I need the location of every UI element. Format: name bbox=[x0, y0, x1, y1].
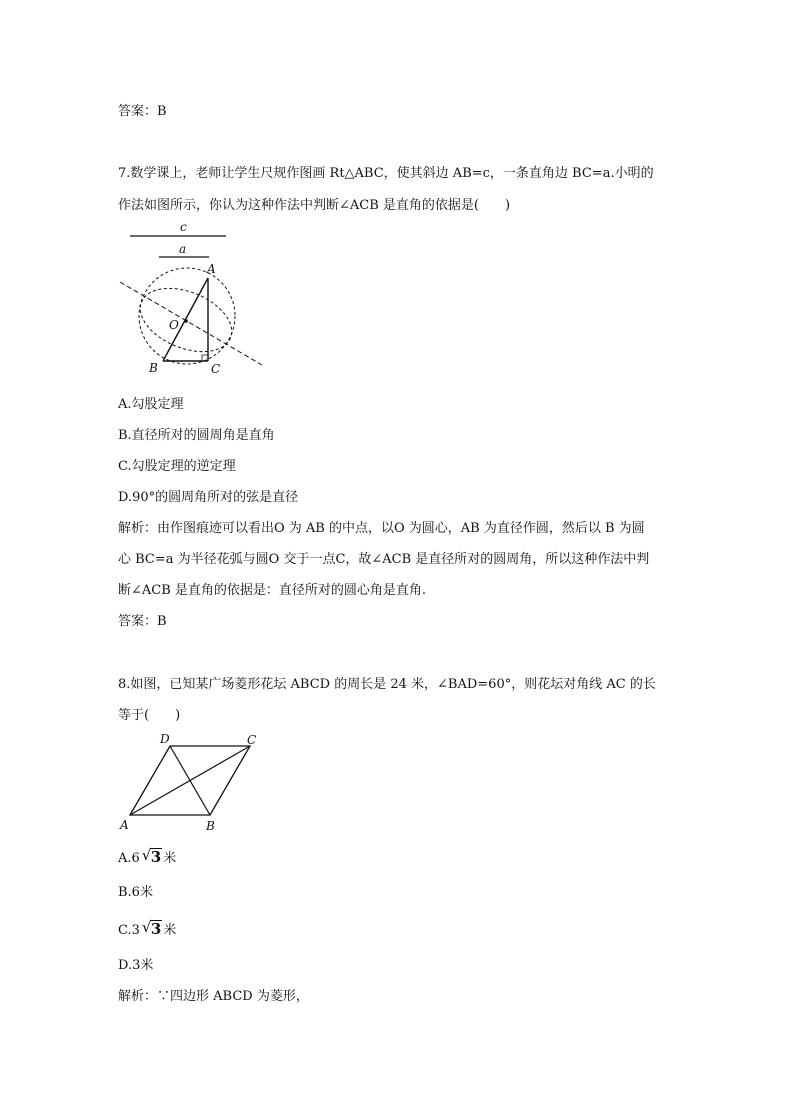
q7-analysis-line2: 心 BC=a 为半径花弧与圆O 交于一点C，故∠ACB 是直径所对的圆周角，所以这种作法中判 bbox=[118, 552, 650, 567]
label-b: B bbox=[206, 819, 215, 833]
q7-analysis-line1: 解析：由作图痕迹可以看出O 为 AB 的中点，以O 为圆心，AB 为直径作圆，然后以 B 为圆 bbox=[118, 521, 645, 536]
q8-option-a: A.6 √ 3 米 bbox=[118, 846, 177, 866]
q7-option-b: B.直径所对的圆周角是直角 bbox=[118, 428, 275, 443]
label-a: A bbox=[120, 818, 129, 832]
label-b: B bbox=[149, 361, 158, 375]
q8-option-c: C.3 √ 3 米 bbox=[118, 918, 177, 938]
label-c: C bbox=[247, 733, 257, 747]
q7-text-line2: 作法如图所示，你认为这种作法中判断∠ACB 是直角的依据是( ) bbox=[118, 198, 511, 213]
q8-option-b: B.6米 bbox=[118, 885, 153, 900]
q7-option-c: C.勾股定理的逆定理 bbox=[118, 459, 236, 474]
answer-previous: 答案：B bbox=[118, 104, 167, 119]
sqrt-symbol: √ 3 bbox=[141, 918, 162, 938]
diagonal-bd bbox=[170, 746, 210, 815]
q8-text-line2: 等于( ) bbox=[118, 708, 181, 723]
q8-option-d: D.3米 bbox=[118, 958, 154, 973]
q8-text-line1: 8.如图，已知某广场菱形花坛 ABCD 的周长是 24 米，∠BAD=60°，则花坛对角线 AC 的长 bbox=[118, 677, 656, 692]
point-o bbox=[184, 319, 188, 323]
q7-construction-figure bbox=[112, 218, 272, 378]
q7-analysis-line3: 断∠ACB 是直角的依据是：直径所对的圆心角是直角. bbox=[118, 583, 427, 598]
perpendicular-bisector bbox=[120, 282, 262, 365]
q8-rhombus-figure bbox=[115, 728, 265, 838]
segment-c-label: c bbox=[180, 220, 187, 234]
q7-option-d: D.90°的圆周角所对的弦是直径 bbox=[118, 490, 299, 505]
label-c: C bbox=[211, 362, 221, 376]
segment-a-label: a bbox=[179, 242, 187, 256]
q8-analysis: 解析：∵四边形 ABCD 为菱形， bbox=[118, 989, 309, 1004]
label-a: A bbox=[207, 262, 216, 276]
q7-option-a: A.勾股定理 bbox=[118, 397, 184, 412]
label-o: O bbox=[169, 318, 179, 332]
q7-answer: 答案：B bbox=[118, 614, 167, 629]
q7-text-line1: 7.数学课上，老师让学生尺规作图画 Rt△ABC，使其斜边 AB=c，一条直角边 BC=a.小明的 bbox=[118, 166, 654, 181]
label-d: D bbox=[160, 732, 170, 746]
sqrt-symbol: √ 3 bbox=[141, 846, 162, 866]
